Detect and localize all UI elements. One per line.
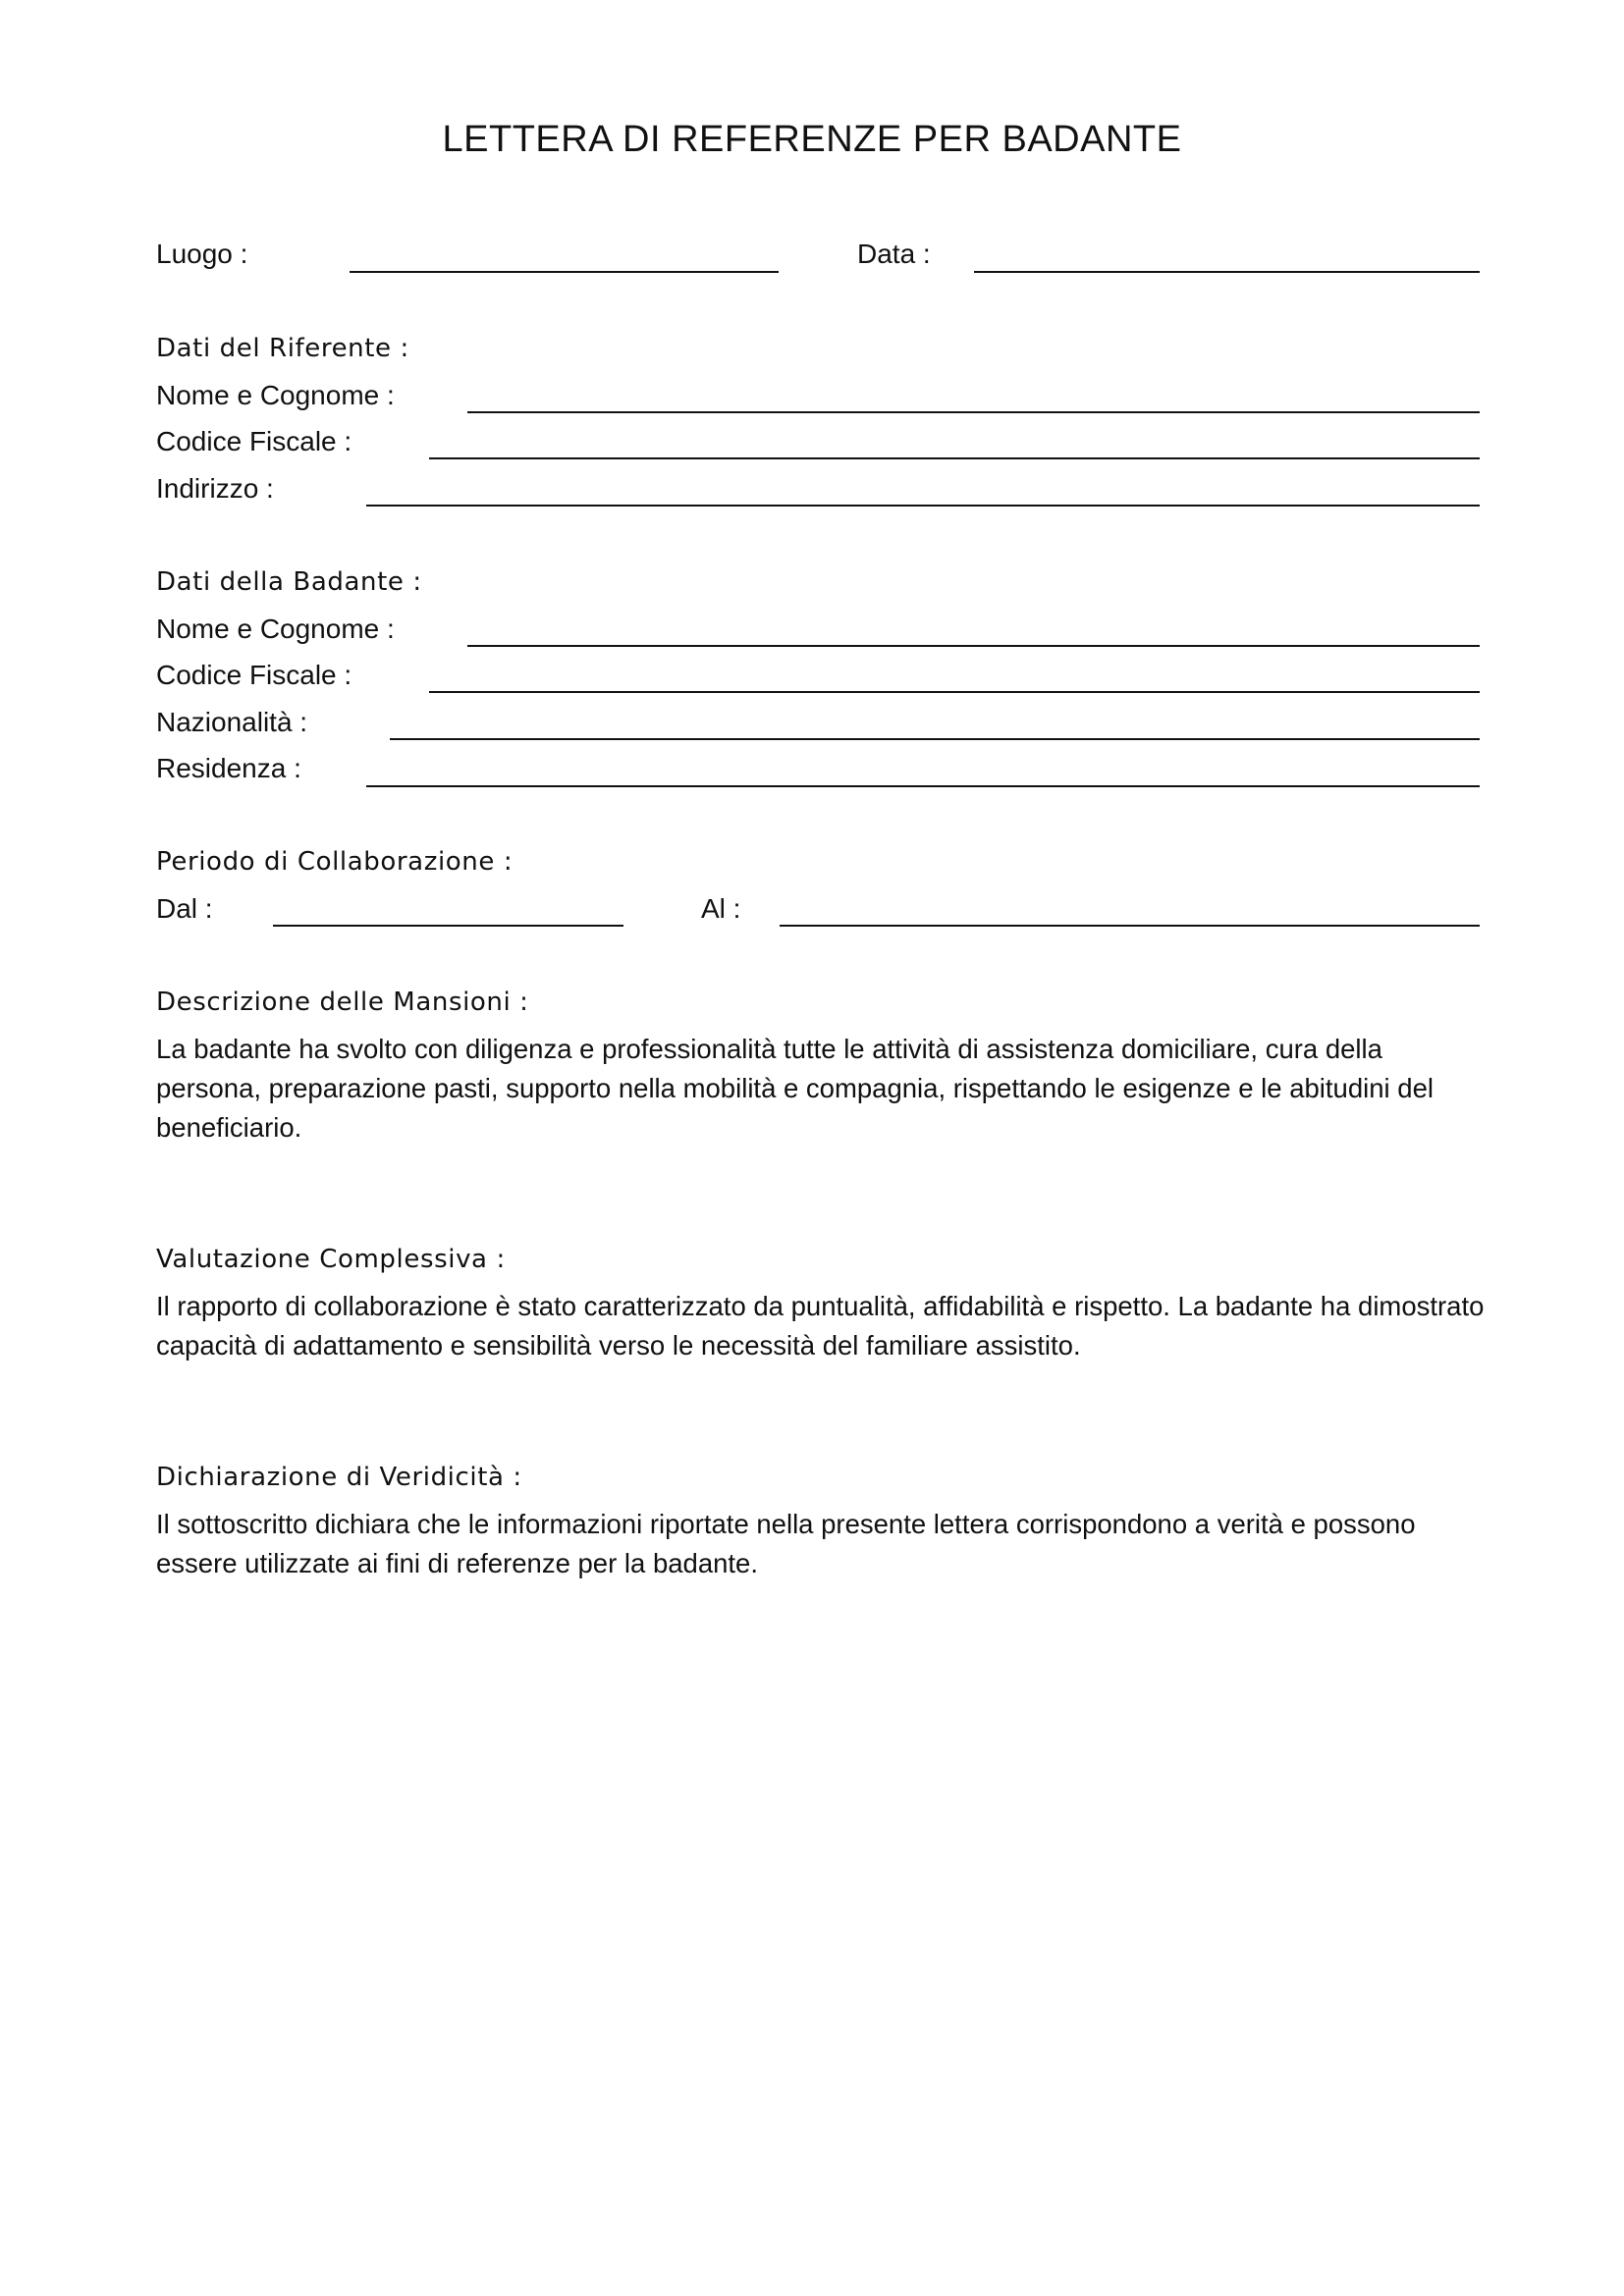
mansioni-paragraph: La badante ha svolto con diligenza e professionalità tutte le attività di assistenza domiciliare, cura della persona, preparazione pasti, supporto nella mobilità e compagnia, rispettando le esigenze e le abitudini del beneficiario.: [156, 1034, 1434, 1143]
valutazione-paragraph: Il rapporto di collaborazione è stato caratterizzato da puntualità, affidabilità e rispetto. La badante ha dimostrato capacità di adattamento e sensibilità verso le necessità del familiare assistito.: [156, 1291, 1485, 1361]
luogo-label: Luogo :: [156, 239, 248, 269]
al-label: Al :: [701, 893, 741, 924]
dichiarazione-heading: Dichiarazione di Veridicità :: [156, 1463, 522, 1492]
badante-codice-field-line[interactable]: [429, 691, 1480, 693]
data-field-line[interactable]: [974, 271, 1480, 273]
badante-residenza-field-line[interactable]: [366, 785, 1480, 787]
badante-residenza-label: Residenza :: [156, 753, 301, 783]
badante-codice-label: Codice Fiscale :: [156, 660, 352, 690]
referente-indirizzo-field-line[interactable]: [366, 505, 1480, 507]
badante-nazionalita-field-line[interactable]: [390, 738, 1480, 740]
badante-heading: Dati della Badante :: [156, 567, 422, 597]
badante-nome-field-line[interactable]: [467, 645, 1480, 647]
dal-field-line[interactable]: [273, 925, 623, 927]
referente-nome-label: Nome e Cognome :: [156, 380, 395, 410]
referente-indirizzo-label: Indirizzo :: [156, 473, 274, 504]
badante-nazionalita-label: Nazionalità :: [156, 707, 308, 737]
referente-nome-field-line[interactable]: [467, 411, 1480, 413]
badante-nome-label: Nome e Cognome :: [156, 614, 395, 644]
luogo-field-line[interactable]: [350, 271, 779, 273]
document-title: LETTERA DI REFERENZE PER BADANTE: [442, 119, 1182, 160]
periodo-heading: Periodo di Collaborazione :: [156, 847, 514, 877]
dichiarazione-paragraph: Il sottoscritto dichiara che le informazioni riportate nella presente lettera corrispondono a verità e possono essere utilizzate ai fini di referenze per la badante.: [156, 1509, 1416, 1578]
referente-codice-label: Codice Fiscale :: [156, 426, 352, 456]
data-label: Data :: [857, 239, 931, 269]
al-field-line[interactable]: [780, 925, 1480, 927]
mansioni-heading: Descrizione delle Mansioni :: [156, 988, 529, 1017]
dal-label: Dal :: [156, 893, 213, 924]
referente-codice-field-line[interactable]: [429, 457, 1480, 459]
valutazione-heading: Valutazione Complessiva :: [156, 1245, 506, 1274]
referente-heading: Dati del Riferente :: [156, 334, 409, 363]
